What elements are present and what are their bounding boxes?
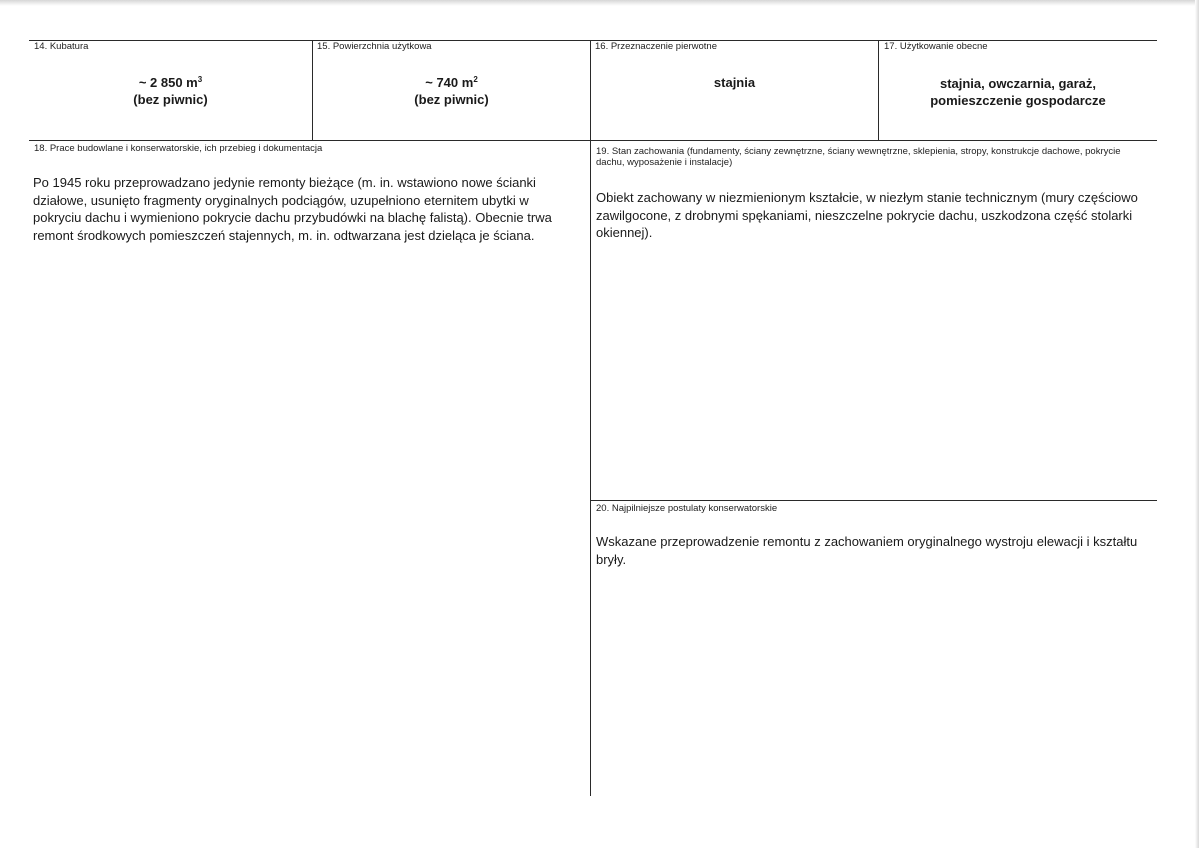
powierzchnia-value-line1: ~ 740 $m^2$ [425, 75, 478, 90]
postulaty-label: 20. Najpilniejsze postulaty konserwatorskie [596, 503, 778, 514]
uzytkowanie-value-line1: stajnia, owczarnia, garaż, [939, 76, 1097, 91]
scan-edge-top [0, 0, 1199, 6]
stan-label: 19. Stan zachowania (fundamenty, ściany zewnętrzne, ściany wewnętrzne, sklepienia, stropy, konstrukcje dachowe, pokrycie dachu, wyposażenie i instalacje) [596, 146, 1121, 168]
przeznaczenie-value [591, 74, 878, 91]
scan-edge-right [1195, 0, 1199, 848]
rule-col-center [590, 40, 591, 796]
uzytkowanie-label: 17. Użytkowanie obecne [884, 41, 988, 52]
rule-row1-bottom [29, 140, 1157, 141]
przeznaczenie-value-line1: stajnia [713, 75, 756, 90]
uzytkowanie-value-line2: pomieszczenie gospodarcze [930, 93, 1106, 108]
uzytkowanie-value [879, 75, 1157, 109]
kubatura-unit-exponent: 3 [197, 75, 203, 84]
powierzchnia-value-line2: (bez piwnic) [414, 92, 489, 107]
kubatura-value [29, 74, 312, 108]
rule-top [29, 40, 1157, 41]
rule-section-20-top [591, 500, 1157, 501]
stan-text: Obiekt zachowany w niezmienionym kształcie, w niezłym stanie technicznym (mury częściowo zawilgocone, z drobnymi spękaniami, nieszczelne pokrycie dachu, uszkodzona część stolarki okiennej). [596, 190, 1138, 240]
powierzchnia-value [313, 74, 590, 108]
kubatura-value-line1: ~ 2 850 $m^3$ [138, 75, 203, 90]
powierzchnia-label: 15. Powierzchnia użytkowa [317, 41, 432, 52]
powierzchnia-unit-exponent: 2 [473, 75, 478, 84]
kubatura-label: 14. Kubatura [34, 41, 89, 52]
postulaty-text: Wskazane przeprowadzenie remontu z zachowaniem oryginalnego wystroju elewacji i kształtu bryły. [596, 534, 1138, 567]
kubatura-value-line2: (bez piwnic) [133, 92, 208, 107]
prace-text: Po 1945 roku przeprowadzano jedynie remonty bieżące (m. in. wstawiono nowe ścianki działowe, usunięto fragmenty oryginalnych podciągów, uzupełniono eternitem ubytki w pokryciu dachu i wymieniono pokrycie dachu przybudówki na blachę falistą). Obecnie trwa remont środkowych pomieszczeń stajennych, m. in. odtwarzana jest dzieląca je ściana. [33, 175, 552, 243]
przeznaczenie-label: 16. Przeznaczenie pierwotne [595, 41, 717, 52]
prace-label: 18. Prace budowlane i konserwatorskie, ich przebieg i dokumentacja [34, 143, 323, 154]
